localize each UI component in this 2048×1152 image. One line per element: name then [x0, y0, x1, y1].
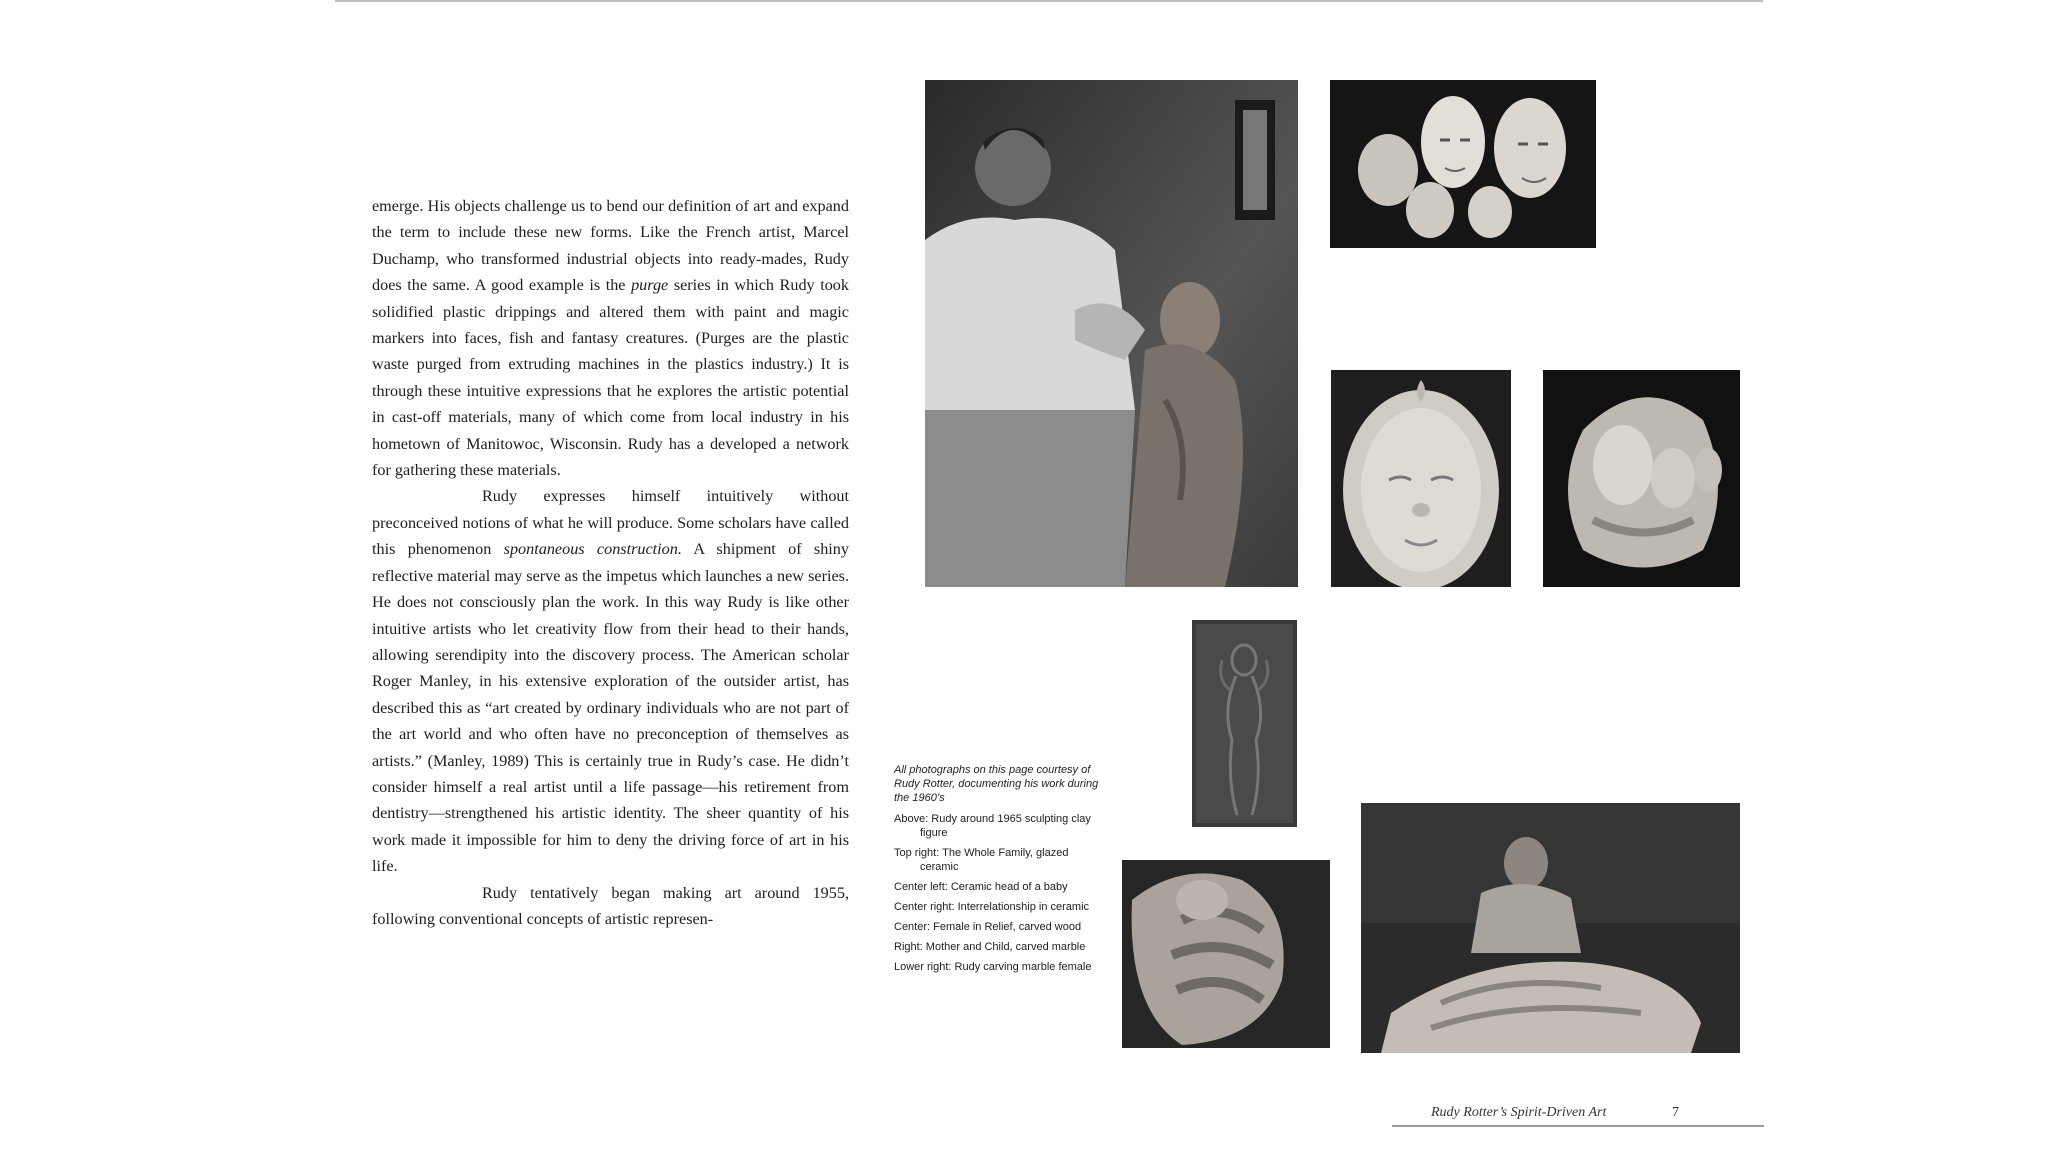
page-footer	[1392, 1103, 1764, 1127]
caption-item: Center right: Interrelationship in ceramic	[894, 901, 1090, 913]
caption-item: Above: Rudy around 1965 sculpting clay figure	[894, 813, 1091, 839]
footer-title: Rudy Rotter’s Spirit-Driven Art	[1431, 1105, 1607, 1120]
top-rule	[335, 0, 1763, 2]
photo-rudy-sculpting	[925, 80, 1298, 587]
body-text-column	[372, 193, 849, 932]
emphasis-purge: purge	[631, 276, 669, 295]
caption-item: Center: Female in Relief, carved wood	[894, 921, 1082, 933]
photo-mother-and-child	[1122, 860, 1330, 1048]
emphasis-spontaneous-construction: spontaneous construction.	[503, 540, 682, 559]
paragraph-3: Rudy tentatively began making art around 1955, following conventional concepts of artistic represen-	[372, 883, 849, 928]
paragraph-2: Rudy expresses himself intuitively without preconceived notions of what he will produce. Some scholars have called this phenomenon spontaneous construction. A shipment of shiny reflective material may serve as the impetus which launches a new series. He does not consciously plan the work. In this way Rudy is like other intuitive artists who let creativity flow from their head to their hands, allowing serendipity into the discovery process. The American scholar Roger Manley, in his extensive exploration of the outsider artist, has described this as “art created by ordinary individuals who are not part of the art world and who often have no preconception of themselves as artists.” (Manley, 1989) This is certainly true in Rudy’s case. He didn’t consider himself a real artist until a life passage—his retirement from dentistry—strengthened his artistic identity. The sheer quantity of his work made it impossible for him to deny the driving force of art in his life.	[372, 487, 849, 876]
caption-intro: All photographs on this page courtesy of Rudy Rotter, documenting his work during the 1960’s	[894, 764, 1099, 804]
photo-rudy-carving-marble	[1361, 803, 1740, 1053]
caption-item: Lower right: Rudy carving marble female	[894, 961, 1092, 973]
page-number: 7	[1672, 1105, 1679, 1120]
photo-whole-family	[1330, 80, 1596, 248]
caption-item: Top right: The Whole Family, glazed ceramic	[894, 847, 1069, 873]
caption-item: Center left: Ceramic head of a baby	[894, 881, 1068, 893]
photo-interrelationship	[1543, 370, 1740, 587]
photo-ceramic-baby-head	[1331, 370, 1511, 587]
paragraph-1: emerge. His objects challenge us to bend our definition of art and expand the term to include these new forms. Like the French artist, Marcel Duchamp, who transformed industrial objects into ready-mades, Rudy does the same. A good example is the purge series in which Rudy took solidified plastic drippings and altered them with paint and magic markers into faces, fish and fantasy creatures. (Purges are the plastic waste purged from extruding machines in the plastics industry.) It is through these intuitive expressions that he explores the artistic potential in cast-off materials, many of which come from local industry in his hometown of Manitowoc, Wisconsin. Rudy has a developed a network for gathering these materials.	[372, 197, 849, 480]
caption-item: Right: Mother and Child, carved marble	[894, 941, 1086, 953]
photo-female-relief	[1192, 620, 1297, 827]
photo-captions	[894, 763, 1106, 980]
